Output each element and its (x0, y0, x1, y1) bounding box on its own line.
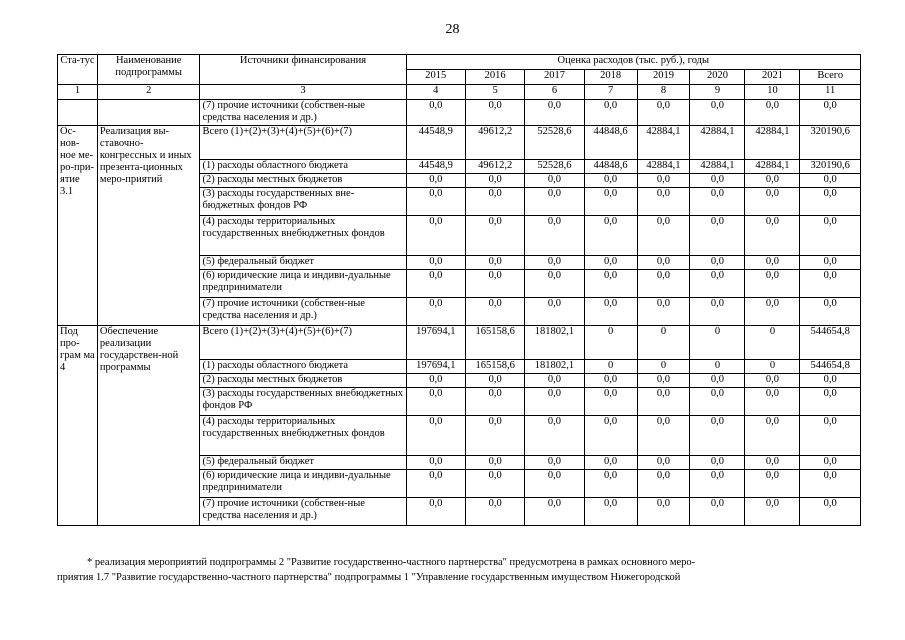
value-cell: 0,0 (745, 216, 800, 256)
value-cell: 0,0 (406, 188, 465, 216)
value-cell: 0,0 (690, 374, 745, 388)
value-cell: 0,0 (637, 216, 690, 256)
header-year: 2020 (690, 70, 745, 85)
value-cell: 0,0 (800, 270, 861, 298)
value-cell: 0,0 (584, 388, 637, 416)
header-year: 2015 (406, 70, 465, 85)
value-cell: 0,0 (745, 174, 800, 188)
value-cell: 181802,1 (525, 360, 584, 374)
value-cell: 0,0 (465, 498, 524, 526)
value-cell: 0,0 (525, 298, 584, 326)
value-cell: 44848,6 (584, 126, 637, 160)
column-number: 1 (58, 85, 98, 100)
value-cell: 52528,6 (525, 126, 584, 160)
value-cell: 0,0 (800, 100, 861, 126)
source-cell: (2) расходы местных бюджетов (200, 374, 406, 388)
source-cell: (1) расходы областного бюджета (200, 160, 406, 174)
value-cell: 42884,1 (745, 160, 800, 174)
value-cell: 0,0 (465, 188, 524, 216)
value-cell: 0,0 (584, 416, 637, 456)
value-cell: 0,0 (637, 374, 690, 388)
value-cell: 44548,9 (406, 160, 465, 174)
column-number: 4 (406, 85, 465, 100)
value-cell: 0,0 (465, 388, 524, 416)
value-cell: 0,0 (637, 188, 690, 216)
header-sources: Источники финансирования (200, 55, 406, 85)
subprogram-cell: Реализация вы-ставочно-конгрессных и иных презента-ционных меро-приятий (97, 126, 200, 326)
value-cell: 0,0 (637, 456, 690, 470)
value-cell: 0,0 (800, 470, 861, 498)
footnote-line-2: приятия 1.7 "Развитие государственно-частного партнерства" подпрограммы 1 "Управление государственным имуществом Нижегородской (57, 572, 681, 583)
value-cell: 0,0 (637, 470, 690, 498)
value-cell: 0,0 (525, 470, 584, 498)
value-cell: 0,0 (406, 298, 465, 326)
source-cell: Всего (1)+(2)+(3)+(4)+(5)+(6)+(7) (200, 326, 406, 360)
table-row (58, 326, 861, 360)
value-cell: 0,0 (690, 456, 745, 470)
value-cell: 0 (584, 360, 637, 374)
column-number: 5 (465, 85, 524, 100)
value-cell: 0,0 (406, 270, 465, 298)
value-cell: 0,0 (690, 174, 745, 188)
table-row (58, 126, 861, 160)
value-cell: 0,0 (690, 498, 745, 526)
header-year: 2019 (637, 70, 690, 85)
value-cell: 0,0 (584, 188, 637, 216)
value-cell: 0,0 (690, 188, 745, 216)
value-cell: 0,0 (465, 456, 524, 470)
source-cell: (6) юридические лица и индиви-дуальные предприниматели (200, 470, 406, 498)
source-cell: (2) расходы местных бюджетов (200, 174, 406, 188)
value-cell: 0,0 (637, 388, 690, 416)
value-cell: 0 (690, 360, 745, 374)
value-cell: 0,0 (690, 470, 745, 498)
value-cell: 0 (637, 326, 690, 360)
column-number: 3 (200, 85, 406, 100)
value-cell: 0 (637, 360, 690, 374)
value-cell: 49612,2 (465, 160, 524, 174)
column-number: 11 (800, 85, 861, 100)
value-cell: 0,0 (465, 270, 524, 298)
value-cell: 0,0 (690, 256, 745, 270)
source-cell: (7) прочие источники (собствен-ные средства населения и др.) (200, 298, 406, 326)
value-cell: 0,0 (690, 270, 745, 298)
value-cell: 0,0 (525, 174, 584, 188)
value-cell: 42884,1 (690, 160, 745, 174)
source-cell: (5) федеральный бюджет (200, 256, 406, 270)
table-row (58, 100, 861, 126)
value-cell: 544654,8 (800, 326, 861, 360)
value-cell: 0,0 (525, 416, 584, 456)
header-year: Всего (800, 70, 861, 85)
value-cell: 0,0 (745, 100, 800, 126)
value-cell: 0,0 (690, 388, 745, 416)
value-cell: 0,0 (745, 188, 800, 216)
column-number: 2 (97, 85, 200, 100)
source-cell: (6) юридические лица и индиви-дуальные предприниматели (200, 270, 406, 298)
footnote-line-1: * реализация мероприятий подпрограммы 2 "Развитие государственно-частного партнерства" предусмотрена в рамках основного меро- (87, 557, 696, 568)
source-cell: (4) расходы территориальных государственных внебюджетных фондов (200, 416, 406, 456)
value-cell: 44548,9 (406, 126, 465, 160)
column-number: 8 (637, 85, 690, 100)
value-cell: 0,0 (525, 188, 584, 216)
value-cell: 0,0 (406, 498, 465, 526)
header-status: Ста-тус (58, 55, 98, 85)
value-cell: 0,0 (525, 498, 584, 526)
value-cell: 0,0 (745, 388, 800, 416)
value-cell: 0,0 (800, 216, 861, 256)
value-cell: 0,0 (525, 100, 584, 126)
source-cell: (4) расходы территориальных государственных внебюджетных фондов (200, 216, 406, 256)
value-cell: 0,0 (406, 100, 465, 126)
source-cell: (7) прочие источники (собствен-ные средства населения и др.) (200, 100, 406, 126)
header-year: 2017 (525, 70, 584, 85)
header-subprogram: Наименование подпрограммы (97, 55, 200, 85)
value-cell: 0,0 (465, 256, 524, 270)
source-cell: (1) расходы областного бюджета (200, 360, 406, 374)
value-cell: 0,0 (406, 416, 465, 456)
value-cell: 0,0 (637, 498, 690, 526)
value-cell: 320190,6 (800, 160, 861, 174)
value-cell: 0,0 (690, 298, 745, 326)
value-cell: 0,0 (584, 498, 637, 526)
header-year: 2021 (745, 70, 800, 85)
header-estimate: Оценка расходов (тыс. руб.), годы (406, 55, 860, 70)
value-cell: 0,0 (525, 270, 584, 298)
value-cell: 0,0 (800, 174, 861, 188)
value-cell: 42884,1 (745, 126, 800, 160)
value-cell: 0,0 (637, 174, 690, 188)
value-cell: 165158,6 (465, 360, 524, 374)
status-cell: Под про-грам ма 4 (58, 326, 98, 526)
budget-table (57, 54, 861, 526)
value-cell: 0,0 (745, 270, 800, 298)
value-cell: 0,0 (525, 388, 584, 416)
source-cell: (5) федеральный бюджет (200, 456, 406, 470)
value-cell: 0,0 (406, 470, 465, 498)
value-cell: 0,0 (406, 388, 465, 416)
value-cell: 0,0 (745, 456, 800, 470)
value-cell: 0 (745, 326, 800, 360)
source-cell: (7) прочие источники (собствен-ные средства населения и др.) (200, 498, 406, 526)
value-cell: 0,0 (406, 456, 465, 470)
value-cell: 0 (690, 326, 745, 360)
source-cell: (3) расходы государственных вне-бюджетных фондов РФ (200, 188, 406, 216)
value-cell: 0,0 (745, 416, 800, 456)
value-cell: 0,0 (637, 270, 690, 298)
value-cell: 0,0 (800, 188, 861, 216)
value-cell: 0,0 (690, 100, 745, 126)
value-cell: 0 (745, 360, 800, 374)
column-number: 10 (745, 85, 800, 100)
page-number: 28 (445, 22, 460, 37)
value-cell: 197694,1 (406, 326, 465, 360)
value-cell: 320190,6 (800, 126, 861, 160)
footnote (57, 555, 861, 585)
value-cell: 0,0 (690, 416, 745, 456)
value-cell: 0,0 (637, 416, 690, 456)
value-cell: 0 (584, 326, 637, 360)
value-cell: 0,0 (584, 456, 637, 470)
value-cell: 165158,6 (465, 326, 524, 360)
value-cell: 0,0 (745, 298, 800, 326)
value-cell: 0,0 (800, 456, 861, 470)
value-cell: 0,0 (584, 174, 637, 188)
value-cell: 42884,1 (690, 126, 745, 160)
header-year: 2016 (465, 70, 524, 85)
value-cell: 0,0 (800, 416, 861, 456)
value-cell: 544654,8 (800, 360, 861, 374)
value-cell: 0,0 (465, 216, 524, 256)
value-cell: 0,0 (406, 174, 465, 188)
value-cell: 0,0 (465, 174, 524, 188)
value-cell: 0,0 (800, 498, 861, 526)
value-cell: 0,0 (525, 256, 584, 270)
value-cell: 0,0 (690, 216, 745, 256)
value-cell: 44848,6 (584, 160, 637, 174)
value-cell: 0,0 (525, 374, 584, 388)
value-cell: 0,0 (584, 298, 637, 326)
value-cell: 197694,1 (406, 360, 465, 374)
value-cell: 0,0 (465, 100, 524, 126)
value-cell: 0,0 (525, 216, 584, 256)
value-cell: 42884,1 (637, 160, 690, 174)
value-cell: 0,0 (525, 456, 584, 470)
value-cell: 0,0 (465, 374, 524, 388)
status-cell: Ос-нов-ное ме-ро-при-ятие 3.1 (58, 126, 98, 326)
value-cell: 0,0 (745, 256, 800, 270)
value-cell: 0,0 (465, 298, 524, 326)
value-cell: 0,0 (745, 470, 800, 498)
value-cell: 49612,2 (465, 126, 524, 160)
column-number: 9 (690, 85, 745, 100)
value-cell: 0,0 (800, 298, 861, 326)
value-cell: 0,0 (800, 256, 861, 270)
value-cell: 0,0 (406, 256, 465, 270)
source-cell: (3) расходы государственных внебюджетных фондов РФ (200, 388, 406, 416)
value-cell: 42884,1 (637, 126, 690, 160)
value-cell: 52528,6 (525, 160, 584, 174)
value-cell: 0,0 (745, 498, 800, 526)
value-cell: 0,0 (584, 270, 637, 298)
column-number: 7 (584, 85, 637, 100)
value-cell: 0,0 (406, 374, 465, 388)
value-cell: 0,0 (637, 256, 690, 270)
value-cell: 0,0 (800, 374, 861, 388)
value-cell: 0,0 (584, 470, 637, 498)
value-cell: 0,0 (465, 470, 524, 498)
column-number: 6 (525, 85, 584, 100)
value-cell: 0,0 (584, 100, 637, 126)
value-cell: 0,0 (637, 298, 690, 326)
value-cell: 0,0 (800, 388, 861, 416)
value-cell: 0,0 (584, 216, 637, 256)
value-cell: 0,0 (745, 374, 800, 388)
value-cell: 181802,1 (525, 326, 584, 360)
source-cell: Всего (1)+(2)+(3)+(4)+(5)+(6)+(7) (200, 126, 406, 160)
value-cell: 0,0 (584, 256, 637, 270)
value-cell: 0,0 (406, 216, 465, 256)
subprogram-cell: Обеспечение реализации государствен-ной программы (97, 326, 200, 526)
value-cell: 0,0 (637, 100, 690, 126)
value-cell: 0,0 (584, 374, 637, 388)
header-year: 2018 (584, 70, 637, 85)
value-cell: 0,0 (465, 416, 524, 456)
